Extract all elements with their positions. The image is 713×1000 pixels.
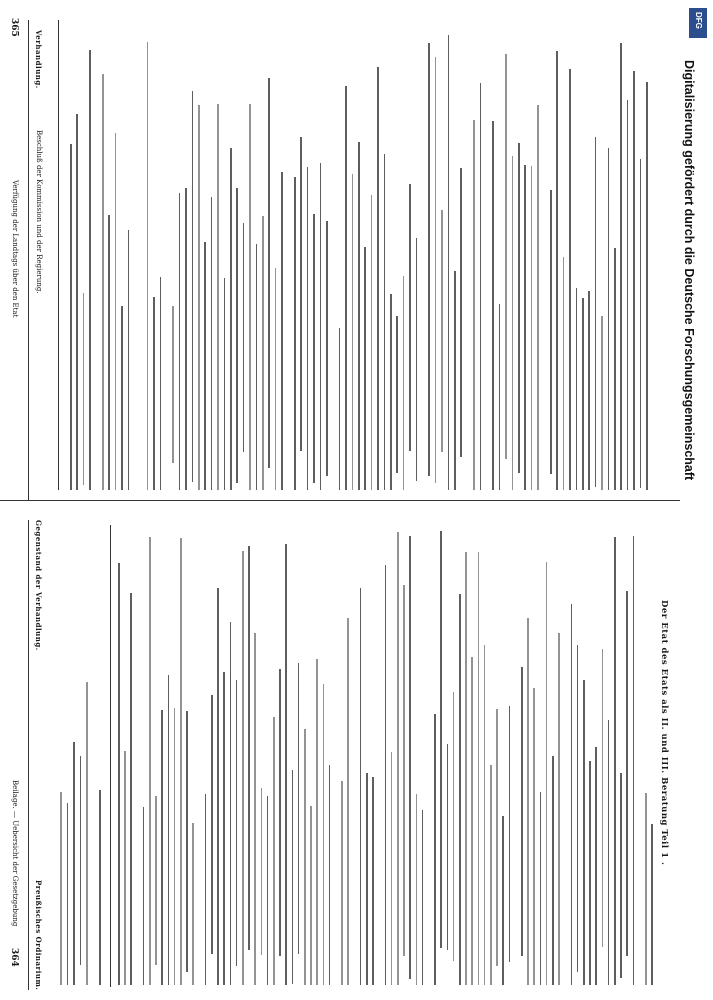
text-line — [620, 773, 622, 978]
text-line — [563, 257, 565, 490]
text-line — [273, 717, 275, 985]
text-line — [480, 83, 482, 490]
dfg-logo — [689, 8, 707, 38]
text-line — [73, 742, 75, 985]
text-line — [601, 316, 603, 490]
text-line — [385, 565, 387, 985]
text-line — [571, 604, 573, 985]
text-line — [242, 551, 244, 985]
text-line — [326, 221, 328, 476]
text-line — [224, 278, 226, 490]
right-decision-header: Verhandlung. — [34, 30, 43, 89]
text-line — [608, 148, 610, 490]
text-line — [279, 669, 281, 956]
text-line — [651, 824, 653, 985]
text-line — [558, 633, 560, 985]
text-line — [390, 294, 392, 490]
text-line — [602, 649, 604, 947]
text-line — [582, 298, 584, 490]
text-line — [505, 54, 507, 459]
text-line — [441, 210, 443, 452]
text-line — [256, 244, 258, 490]
text-line — [391, 752, 393, 985]
text-line — [102, 74, 104, 490]
text-line — [217, 104, 219, 490]
text-line — [160, 277, 162, 490]
text-line — [130, 593, 132, 985]
text-line — [537, 105, 539, 490]
text-line — [180, 538, 182, 985]
text-line — [453, 692, 455, 961]
text-line — [323, 684, 325, 985]
left-page-number: 364 — [9, 948, 19, 967]
text-line — [396, 316, 398, 473]
text-line — [460, 168, 462, 457]
text-line — [262, 216, 264, 490]
text-line — [473, 120, 475, 490]
text-line — [339, 328, 341, 490]
text-line — [211, 695, 213, 954]
text-line — [298, 663, 300, 954]
text-line — [583, 680, 585, 985]
text-line — [509, 706, 511, 962]
text-line — [313, 214, 315, 483]
text-line — [99, 790, 101, 985]
text-line — [76, 114, 78, 490]
text-line — [360, 588, 362, 985]
left-header-rule — [28, 520, 29, 990]
text-line — [60, 792, 62, 985]
text-line — [377, 67, 379, 490]
text-line — [614, 537, 616, 985]
text-line — [459, 594, 461, 985]
text-line — [512, 156, 514, 490]
text-line — [492, 121, 494, 490]
text-line — [531, 166, 533, 490]
text-line — [576, 288, 578, 490]
text-line — [422, 810, 424, 985]
text-line — [230, 148, 232, 490]
text-line — [307, 167, 309, 490]
text-line — [83, 293, 85, 485]
text-line — [366, 773, 368, 985]
text-line — [521, 667, 523, 956]
text-line — [345, 86, 347, 490]
text-line — [645, 793, 647, 985]
text-line — [186, 711, 188, 971]
text-line — [546, 562, 548, 985]
text-line — [153, 297, 155, 490]
text-line — [316, 659, 318, 985]
text-line — [397, 532, 399, 985]
text-line — [550, 190, 552, 474]
text-line — [89, 50, 91, 490]
right-page-number: 365 — [9, 18, 19, 37]
text-line — [435, 57, 437, 483]
text-line — [204, 242, 206, 490]
right-column-header: Verfügung der Landtags über den Etat — [11, 180, 19, 318]
text-line — [409, 184, 411, 451]
text-line — [371, 195, 373, 490]
text-line — [198, 105, 200, 490]
text-line — [294, 177, 296, 490]
text-line — [589, 761, 591, 985]
text-line — [626, 591, 628, 956]
text-line — [372, 777, 374, 985]
text-line — [448, 35, 450, 490]
left-subject-header: Gegenstand der Verhandlung. — [34, 520, 43, 651]
left-column-divider — [110, 525, 111, 987]
text-line — [70, 144, 72, 490]
text-line — [502, 816, 504, 985]
text-line — [249, 104, 251, 490]
text-line — [300, 137, 302, 450]
text-line — [552, 756, 554, 985]
text-line — [281, 172, 283, 490]
text-line — [285, 544, 287, 985]
text-line — [614, 248, 616, 490]
text-line — [556, 51, 558, 490]
text-line — [174, 708, 176, 985]
text-line — [243, 223, 245, 452]
text-line — [577, 645, 579, 972]
text-line — [465, 552, 467, 985]
text-line — [121, 306, 123, 490]
text-line — [168, 675, 170, 985]
text-line — [608, 720, 610, 985]
text-line — [428, 43, 430, 476]
dfg-logo-text: DFG — [694, 12, 703, 29]
text-line — [527, 618, 529, 985]
text-line — [267, 796, 269, 985]
text-line — [86, 682, 88, 985]
text-line — [454, 271, 456, 490]
text-line — [115, 133, 117, 490]
right-header-rule — [58, 20, 59, 490]
text-line — [471, 657, 473, 985]
text-line — [124, 751, 126, 985]
text-line — [248, 546, 250, 950]
text-line — [364, 247, 366, 490]
text-line — [118, 563, 120, 985]
text-line — [447, 744, 449, 950]
text-line — [268, 78, 270, 469]
text-line — [80, 756, 82, 965]
text-line — [595, 137, 597, 486]
text-line — [518, 143, 520, 473]
text-line — [147, 42, 149, 490]
text-line — [192, 91, 194, 483]
text-line — [620, 43, 622, 490]
text-line — [358, 142, 360, 490]
text-line — [588, 291, 590, 490]
text-line — [484, 645, 486, 985]
text-line — [217, 588, 219, 985]
text-line — [633, 536, 635, 985]
text-line — [143, 807, 145, 985]
text-line — [155, 796, 157, 966]
text-line — [540, 792, 542, 985]
text-line — [108, 215, 110, 490]
text-line — [236, 188, 238, 484]
text-line — [128, 230, 130, 490]
text-line — [236, 680, 238, 966]
text-line — [416, 794, 418, 985]
right-column-divider-1 — [28, 20, 29, 500]
text-line — [341, 781, 343, 985]
text-line — [440, 531, 442, 947]
text-line — [627, 100, 629, 490]
text-line — [403, 585, 405, 955]
text-line — [496, 709, 498, 965]
text-line — [211, 197, 213, 490]
text-line — [223, 672, 225, 985]
text-line — [569, 69, 571, 490]
left-page-footer: Der Etat des Etats als II. und III. Beratung Teil 1 . — [659, 600, 669, 866]
text-line — [292, 770, 294, 984]
text-line — [499, 304, 501, 490]
text-line — [347, 618, 349, 985]
text-line — [185, 188, 187, 490]
text-line — [434, 714, 436, 985]
text-line — [478, 552, 480, 985]
left-column-header: Beilage. — Uebersicht der Gesetzgebung — [11, 780, 19, 927]
text-line — [161, 710, 163, 985]
text-line — [352, 174, 354, 490]
text-line — [329, 765, 331, 985]
text-line — [595, 747, 597, 985]
text-line — [646, 82, 648, 490]
text-line — [409, 536, 411, 979]
text-line — [320, 163, 322, 490]
text-line — [384, 154, 386, 490]
text-line — [640, 159, 642, 488]
text-line — [403, 276, 405, 490]
text-line — [533, 688, 535, 985]
text-line — [205, 794, 207, 985]
text-line — [304, 729, 306, 985]
text-line — [67, 803, 69, 985]
text-line — [490, 765, 492, 985]
text-line — [149, 537, 151, 985]
text-line — [416, 238, 418, 481]
text-line — [310, 806, 312, 985]
text-line — [633, 71, 635, 490]
text-line — [261, 788, 263, 955]
text-line — [230, 622, 232, 985]
left-running-head: Preußisches Ordinarium. — [34, 880, 43, 991]
text-line — [172, 306, 174, 463]
text-line — [192, 823, 194, 985]
digitization-banner-text: Digitalisierung gefördert durch die Deutsche Forschungsgemeinschaft — [682, 60, 696, 481]
text-line — [179, 193, 181, 490]
text-line — [275, 268, 277, 490]
page-split-rule — [0, 500, 680, 501]
right-subcolumn-header: Beschluß der Kommission und der Regierung. — [35, 130, 43, 294]
text-line — [524, 165, 526, 490]
text-line — [254, 633, 256, 985]
